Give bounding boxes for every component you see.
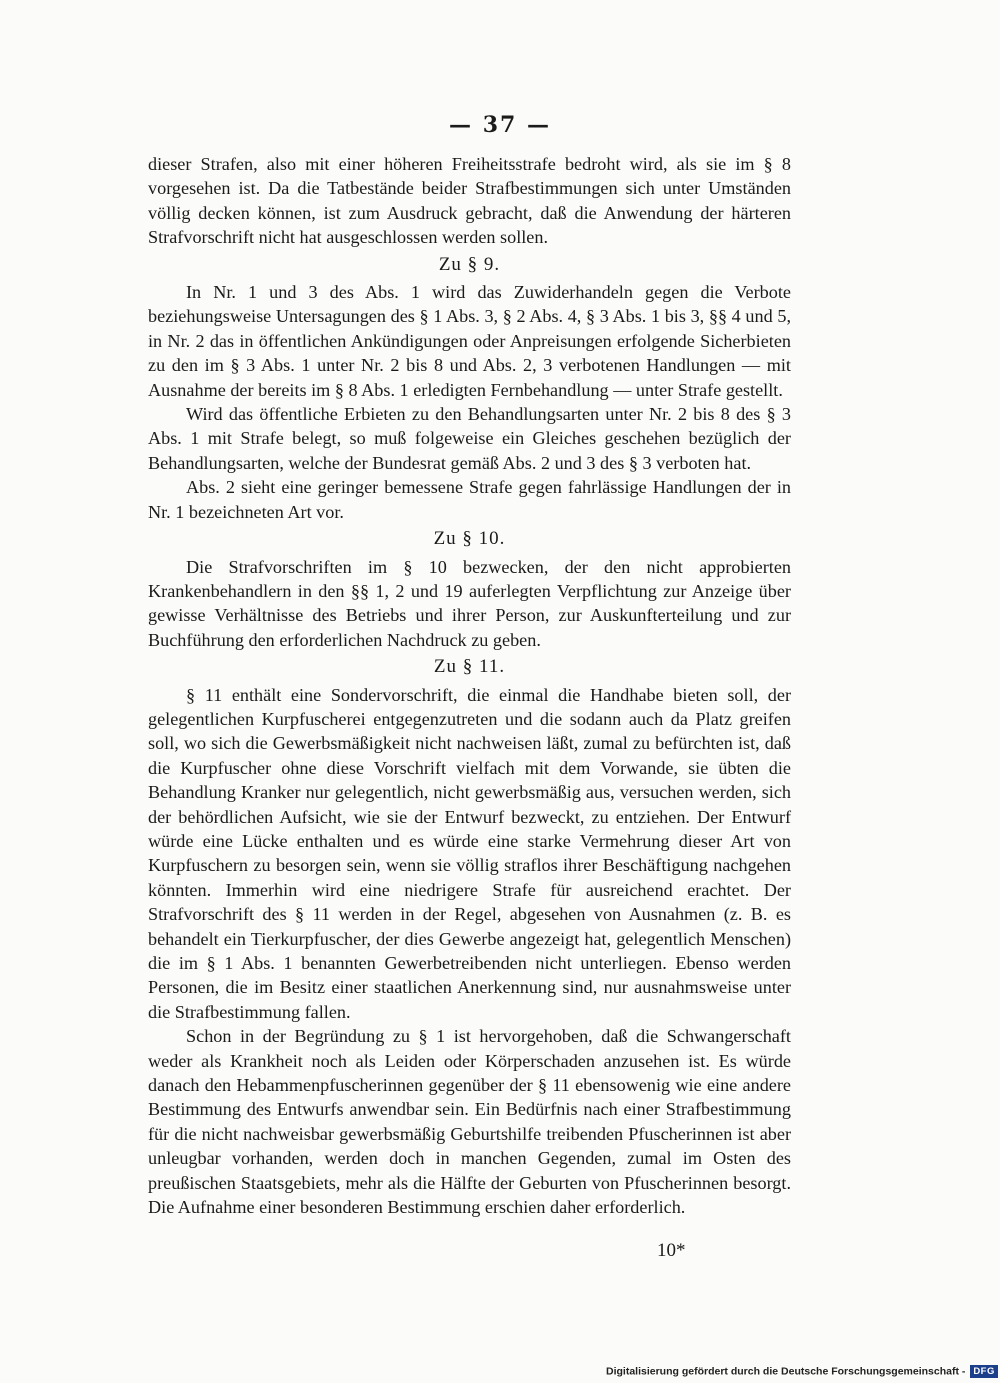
section-heading-10: Zu § 10. [433,528,506,550]
body-text [148,152,791,1219]
credit-text: Digitalisierung gefördert durch die Deutsche Forschungsgemeinschaft - [606,1365,966,1378]
dfg-logo: DFG [970,1365,998,1378]
page-number: — 37 — [449,112,551,138]
digitization-credit [606,1365,998,1378]
paragraph-9-1: In Nr. 1 und 3 des Abs. 1 wird das Zuwiderhandeln gegen die Verbote beziehungsweise Untersagungen des § 1 Abs. 3, § 2 Abs. 4, § 3 Abs. 1 bis 3, §§ 4 und 5, in Nr. 2 das in öffentlichen Ankündigungen oder Anpreisungen erfolgende Sicherbieten zu den im § 3 Abs. 1 unter Nr. 2 bis 8 und Abs. 2, 3 verbotenen Handlungen — mit Ausnahme der bereits im § 8 Abs. 1 erledigten Fernbehandlung — unter Strafe gestellt. [148,282,791,400]
section-heading-9: Zu § 9. [438,253,501,275]
paragraph-11-1: § 11 enthält eine Sondervorschrift, die einmal die Handhabe bieten soll, der gelegentlichen Kurpfuscherei entgegenzutreten und die sodann auch da Platz greifen soll, wo sich die Gewerbsmäßigkeit nicht nachweisen läßt, zumal zu befürchten ist, daß die Kurpfuscher ohne diese Vorschrift vielfach mit dem Vorwande, sie übten die Behandlung Kranker nur gelegentlich, nicht gewerbsmäßig aus, versuchen werden, sich der behördlichen Aufsicht, wie sie der Entwurf bezweckt, zu entziehen. Der Entwurf würde eine Lücke enthalten und es würde eine starke Vermehrung dieser Art von Kurpfuschern zu besorgen sein, wenn sie völlig straflos ihrer Beschäftigung nachgehen könnten. Immerhin wird eine niedrigere Strafe für ausreichend erachtet. Der Strafvorschrift des § 11 werden in der Regel, abgesehen von Ausnahmen (z. B. es behandelt ein Tierkurpfuscher, der dies Gewerbe angezeigt hat, gelegentlich Menschen) die im § 1 Abs. 1 benannten Gewerbetreibenden nicht unterliegen. Ebenso werden Personen, die im Besitz einer staatlichen Anerkennung sind, nur ausnahmsweise unter die Strafbestimmung fallen. [148,684,791,1022]
paragraph-11-2: Schon in der Begründung zu § 1 ist hervorgehoben, daß die Schwangerschaft weder als Krankheit noch als Leiden oder Körperschaden anzusehen ist. Es würde danach den Hebammenpfuscherinnen gegenüber der § 11 ebensowenig wie eine andere Bestimmung des Entwurfs anwendbar sein. Ein Bedürfnis nach einer Strafbestimmung für die nicht nachweisbar gewerbsmäßig Geburtshilfe treibenden Pfuscherinnen ist aber unleugbar vorhanden, werden doch in manchen Gegenden, zumal im Osten des preußischen Staatsgebiets, mehr als die Hälfte der Geburten von Pfuscherinnen besorgt. Die Aufnahme einer besonderen Bestimmung erschien daher erforderlich. [148,1026,791,1218]
paragraph-9-2: Wird das öffentliche Erbieten zu den Behandlungsarten unter Nr. 2 bis 8 des § 3 Abs. 1 mit Strafe belegt, so muß folgeweise ein Gleiches geschehen bezüglich der Behandlungsarten, welche der Bundesrat gemäß Abs. 2 und 3 des § 3 verboten hat. [148,404,791,473]
paragraph-continuation: dieser Strafen, also mit einer höheren Freiheitsstrafe bedroht wird, als sie im § 8 vorgesehen ist. Da die Tatbestände beider Strafbestimmungen sich unter Umständen völlig decken können, ist zum Ausdruck gebracht, daß die Anwendung der härteren Strafvorschrift nicht hat ausgeschlossen werden sollen. [148,154,791,248]
section-heading-11: Zu § 11. [433,656,506,678]
paragraph-10-1: Die Strafvorschriften im § 10 bezwecken, der den nicht approbierten Krankenbehandlern in den §§ 1, 2 und 19 auferlegten Verpflichtung zur Anzeige über gewisse Verhältnisse des Betriebs und ihrer Person, zur Auskunfterteilung und zur Buchführung den erforderlichen Nachdruck zu geben. [148,556,791,650]
paragraph-9-3: Abs. 2 sieht eine geringer bemessene Strafe gegen fahrlässige Handlungen der in Nr. 1 bezeichneten Art vor. [148,477,791,522]
signature-mark: 10* [657,1240,686,1261]
